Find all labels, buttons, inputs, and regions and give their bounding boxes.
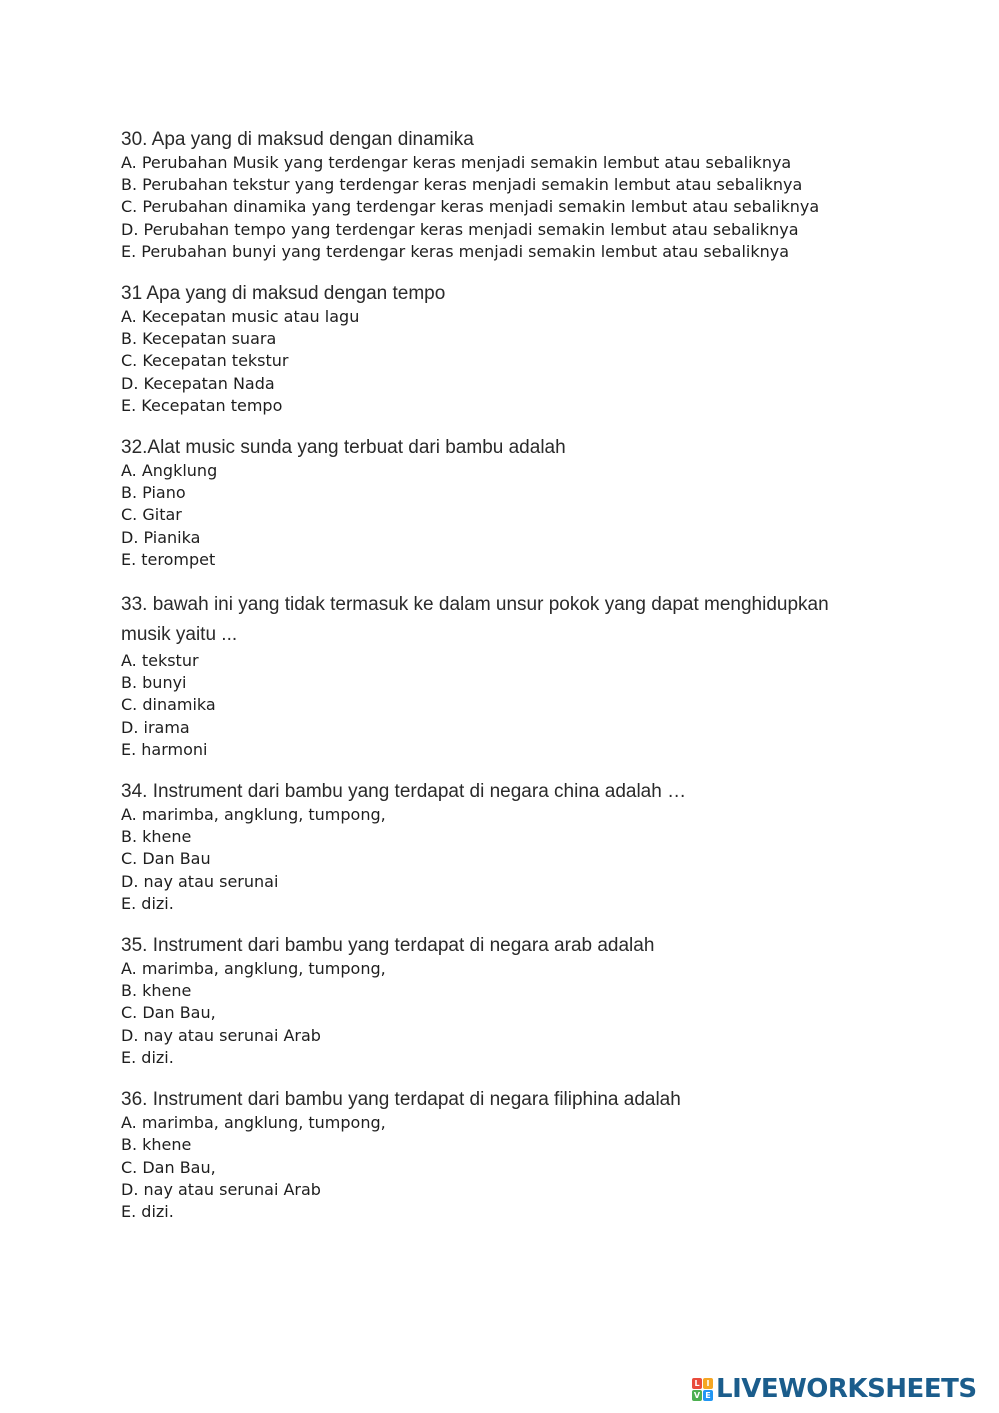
option-d: D. nay atau serunai Arab [121, 1179, 321, 1199]
option-d: D. Perubahan tempo yang terdengar keras menjadi semakin lembut atau sebaliknya [121, 219, 799, 239]
option-e: E. dizi. [121, 1047, 174, 1067]
option-c: C. Dan Bau [121, 849, 211, 869]
option-d: D. nay atau serunai [121, 871, 279, 891]
question-title: 30. Apa yang di maksud dengan dinamika [121, 129, 474, 150]
live-blocks-icon [692, 1378, 713, 1401]
option-a: A. Angklung [121, 461, 218, 481]
question-31 [121, 282, 941, 417]
option-a: A. Perubahan Musik yang terdengar keras menjadi semakin lembut atau sebaliknya [121, 153, 792, 172]
option-list [121, 152, 941, 263]
option-d: D. irama [121, 717, 190, 737]
option-list [121, 804, 941, 915]
question-34 [121, 780, 941, 915]
option-e: E. Perubahan bunyi yang terdengar keras menjadi semakin lembut atau sebaliknya [121, 241, 790, 261]
question-title: 34. Instrument dari bambu yang terdapat di negara china adalah … [121, 781, 687, 803]
option-e: E. dizi. [121, 893, 174, 913]
option-b: B. Piano [121, 483, 186, 503]
question-title: 32.Alat music sunda yang terbuat dari bambu adalah [121, 437, 566, 459]
question-33 [121, 590, 941, 761]
option-a: A. tekstur [121, 651, 199, 671]
option-e: E. terompet [121, 549, 216, 569]
logo-letter-l: L [692, 1378, 702, 1389]
question-30 [121, 128, 941, 263]
logo-letter-e: E [703, 1390, 713, 1401]
option-a: A. marimba, angklung, tumpong, [121, 959, 386, 979]
liveworksheets-logo [692, 1374, 977, 1404]
option-b: B. khene [121, 1135, 192, 1155]
option-c: C. Dan Bau, [121, 1157, 216, 1177]
question-title: 31 Apa yang di maksud dengan tempo [121, 283, 446, 305]
option-c: C. Perubahan dinamika yang terdengar keras menjadi semakin lembut atau sebaliknya [121, 197, 820, 217]
option-c: C. dinamika [121, 695, 216, 715]
option-b: B. bunyi [121, 673, 187, 693]
option-a: A. marimba, angklung, tumpong, [121, 1113, 386, 1133]
option-d: D. Kecepatan Nada [121, 373, 275, 393]
brand-name: LIVEWORKSHEETS [716, 1374, 977, 1404]
option-b: B. khene [121, 827, 192, 847]
option-e: E. harmoni [121, 739, 208, 759]
question-35 [121, 934, 941, 1069]
question-title: 35. Instrument dari bambu yang terdapat di negara arab adalah [121, 935, 655, 957]
option-a: A. Kecepatan music atau lagu [121, 307, 360, 327]
question-36 [121, 1088, 941, 1223]
option-e: E. Kecepatan tempo [121, 395, 283, 415]
option-list [121, 958, 941, 1069]
logo-letter-i: I [703, 1378, 713, 1389]
option-d: D. nay atau serunai Arab [121, 1025, 321, 1045]
option-list [121, 1112, 941, 1223]
option-list [121, 460, 941, 571]
option-b: B. khene [121, 981, 192, 1001]
option-e: E. dizi. [121, 1201, 174, 1221]
question-title: 36. Instrument dari bambu yang terdapat di negara filiphina adalah [121, 1089, 681, 1111]
option-b: B. Perubahan tekstur yang terdengar keras menjadi semakin lembut atau sebaliknya [121, 175, 803, 195]
option-c: C. Kecepatan tekstur [121, 351, 289, 371]
option-c: C. Dan Bau, [121, 1003, 216, 1023]
logo-letter-v: V [693, 1390, 701, 1400]
question-title: 33. bawah ini yang tidak termasuk ke dalam unsur pokok yang dapat menghidupkan musik yaitu ... [121, 594, 829, 646]
option-list [121, 650, 941, 761]
option-list [121, 306, 941, 417]
option-d: D. Pianika [121, 527, 201, 547]
option-b: B. Kecepatan suara [121, 329, 277, 349]
worksheet [121, 128, 941, 1242]
option-c: C. Gitar [121, 505, 182, 525]
option-a: A. marimba, angklung, tumpong, [121, 805, 386, 825]
question-32 [121, 436, 941, 571]
